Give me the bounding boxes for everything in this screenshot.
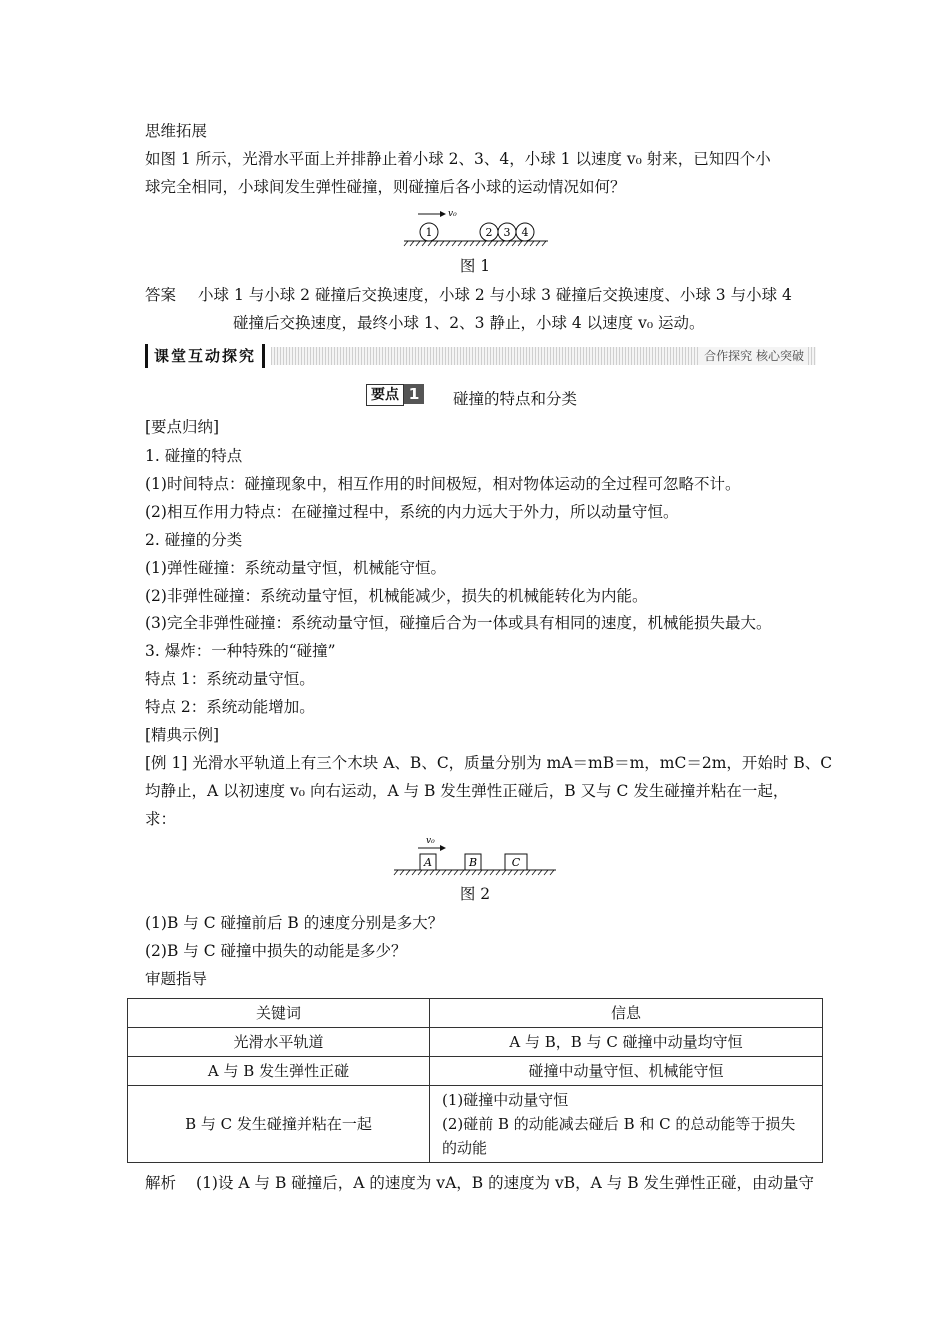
guide-table (127, 998, 823, 1163)
table-header-keyword: 关键词 (128, 999, 430, 1028)
analysis-line1: (1)设 A 与 B 碰撞后，A 的速度为 vA，B 的速度为 vB，A 与 B 发生弹性正碰，由动量守 (196, 1174, 815, 1192)
example-heading: [精典示例] (145, 726, 220, 744)
table-cell-keyword: 光滑水平轨道 (128, 1028, 430, 1057)
velocity-arrowhead (440, 845, 446, 851)
ball-3-label: 3 (503, 226, 511, 239)
summary-line: (3)完全非弹性碰撞：系统动量守恒，碰撞后合为一体或具有相同的速度，机械能损失最大。 (145, 614, 772, 632)
ground-hatch (404, 241, 546, 246)
section-banner (145, 344, 816, 368)
summary-line: 特点 2：系统动能增加。 (145, 698, 315, 716)
analysis-label: 解析 (145, 1174, 177, 1192)
figure-2-caption: 图 2 (459, 885, 491, 903)
summary-heading: [要点归纳] (145, 418, 220, 436)
table-row (128, 1057, 823, 1086)
example-line2: 均静止，A 以初速度 v₀ 向右运动，A 与 B 发生弹性正碰后，B 又与 C 发生碰撞并粘在一起， (145, 782, 789, 800)
ground-hatch (394, 870, 554, 875)
guide-heading: 审题指导 (145, 970, 208, 988)
key-point-heading (366, 384, 424, 406)
block-b-label: B (468, 856, 478, 869)
summary-line: (2)相互作用力特点：在碰撞过程中，系统的内力远大于外力，所以动量守恒。 (145, 503, 679, 521)
summary-line: 特点 1：系统动量守恒。 (145, 670, 315, 688)
example-line3: 求： (145, 810, 177, 828)
key-point-title: 碰撞的特点和分类 (453, 390, 578, 408)
answer-label: 答案 (145, 286, 177, 304)
analysis-line1-wrap (145, 1172, 814, 1194)
block-a-label: A (424, 856, 432, 869)
example-question-1: (1)B 与 C 碰撞前后 B 的速度分别是多大？ (145, 914, 444, 932)
summary-line: 3. 爆炸：一种特殊的“碰撞” (145, 642, 336, 660)
velocity-arrowhead (440, 211, 446, 217)
banner-right-text: 合作探究 核心突破 (700, 347, 808, 365)
table-cell-keyword: B 与 C 发生碰撞并粘在一起 (128, 1086, 430, 1163)
table-header-info: 信息 (430, 999, 823, 1028)
table-cell-info-line: (1)碰撞中动量守恒 (442, 1091, 569, 1109)
ball-4-label: 4 (521, 226, 529, 239)
table-cell-info: 碰撞中动量守恒、机械能守恒 (430, 1057, 823, 1086)
table-row (128, 1028, 823, 1057)
key-point-label: 要点 (366, 384, 404, 406)
ball-1-label: 1 (425, 226, 433, 239)
summary-line: (1)弹性碰撞：系统动量守恒，机械能守恒。 (145, 559, 446, 577)
figure-1-balls (400, 202, 550, 252)
table-cell-info: A 与 B，B 与 C 碰撞中动量均守恒 (430, 1028, 823, 1057)
table-row (128, 1086, 823, 1163)
table-cell-keyword: A 与 B 发生弹性正碰 (128, 1057, 430, 1086)
summary-line: (2)非弹性碰撞：系统动量守恒，机械能减少，损失的机械能转化为内能。 (145, 587, 648, 605)
answer-line1: 小球 1 与小球 2 碰撞后交换速度，小球 2 与小球 3 碰撞后交换速度、小球 3 与小球 4 (198, 286, 792, 304)
extension-question-line2: 球完全相同，小球间发生弹性碰撞，则碰撞后各小球的运动情况如何？ (145, 178, 626, 196)
ball-2-label: 2 (485, 226, 493, 239)
table-cell-info (430, 1086, 823, 1163)
summary-line: 2. 碰撞的分类 (145, 531, 243, 549)
table-cell-info-line: (2)碰前 B 的动能减去碰后 B 和 C 的总动能等于损失 (442, 1115, 796, 1133)
extension-heading: 思维拓展 (145, 122, 208, 140)
key-point-number: 1 (404, 384, 424, 404)
figure-1-caption: 图 1 (459, 257, 491, 275)
summary-line: 1. 碰撞的特点 (145, 447, 243, 465)
example-question-2: (2)B 与 C 碰撞中损失的动能是多少？ (145, 942, 407, 960)
answer-line2: 碰撞后交换速度，最终小球 1、2、3 静止，小球 4 以速度 v₀ 运动。 (233, 314, 705, 332)
velocity-label: v₀ (426, 836, 435, 846)
extension-question-line1: 如图 1 所示，光滑水平面上并排静止着小球 2、3、4，小球 1 以速度 v₀ 射来，已知四个小 (145, 150, 771, 168)
table-cell-info-line: 的动能 (442, 1139, 488, 1157)
table-header-row (128, 999, 823, 1028)
answer-line1-wrap (145, 284, 792, 306)
figure-2-blocks (392, 834, 558, 880)
example-line1: [例 1] 光滑水平轨道上有三个木块 A、B、C，质量分别为 mA＝mB＝m，mC＝2m，开始时 B、C (145, 754, 833, 772)
banner-title: 课堂互动探究 (145, 344, 265, 368)
velocity-label: v₀ (448, 209, 457, 219)
summary-line: (1)时间特点：碰撞现象中，相互作用的时间极短，相对物体运动的全过程可忽略不计。 (145, 475, 741, 493)
block-c-label: C (511, 856, 521, 869)
